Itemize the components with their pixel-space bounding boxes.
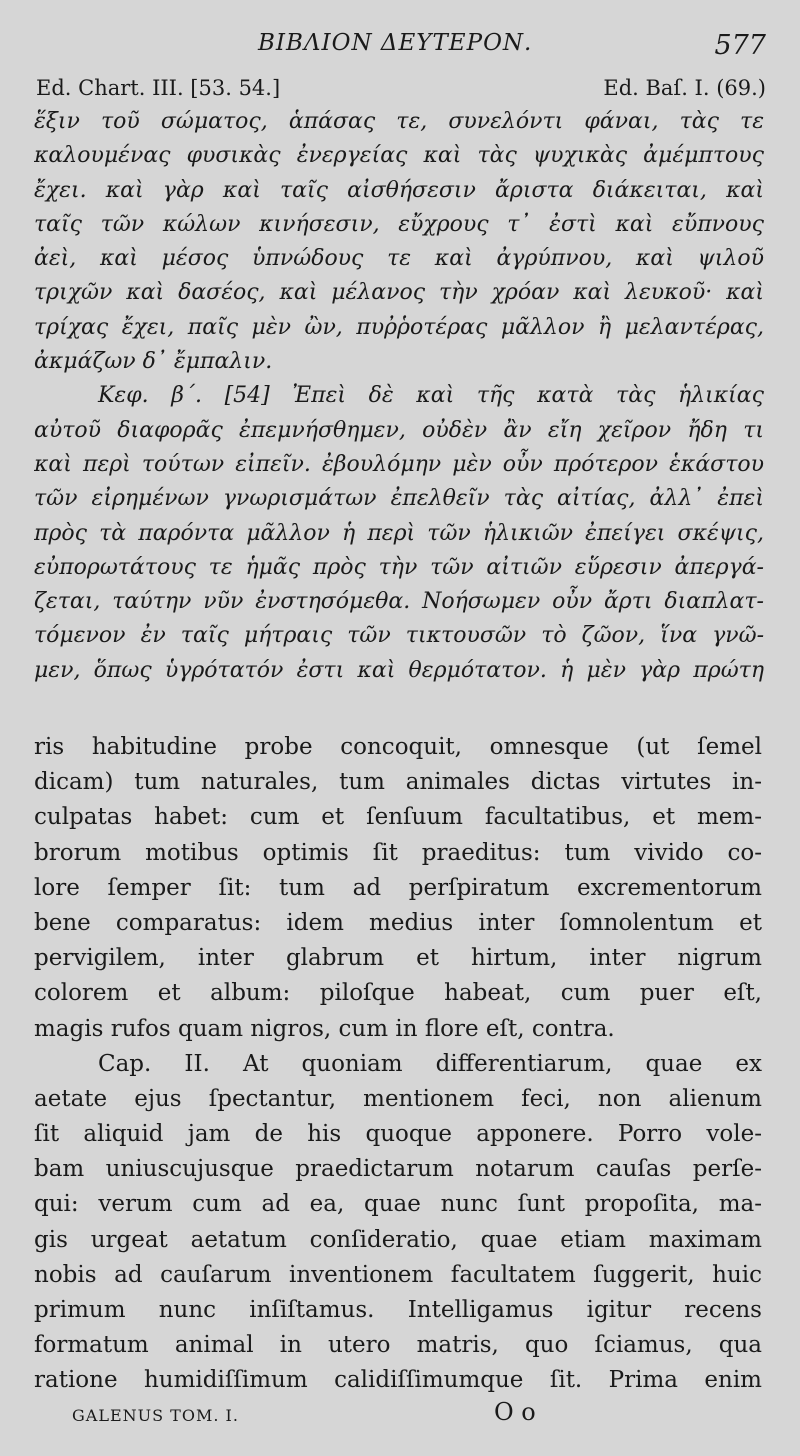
latin-line: magis rufos quam nigros, cum in flore eſt, contra. xyxy=(34,1015,615,1042)
greek-line: ἔχει. καὶ γὰρ καὶ ταῖς αἰσθήσεσιν ἄριστα διάκειται, καὶ xyxy=(34,177,764,203)
latin-line: gis urgeat aetatum conſideratio, quae etiam maximam xyxy=(34,1226,762,1253)
latin-line: nobis ad cauſarum inventionem facultatem ſuggerit, huic xyxy=(34,1261,762,1288)
greek-line: μεν, ὅπως ὑγρότατόν ἐστι καὶ θερμότατον. ἡ μὲν γὰρ πρώτη xyxy=(34,657,764,683)
greek-line: αὐτοῦ διαφορᾶς ἐπεμνήσθημεν, οὐδὲν ἂν εἴη χεῖρον ἤδη τι xyxy=(34,417,764,443)
latin-line: bene comparatus: idem medius inter ſomnolentum et xyxy=(34,909,762,936)
greek-line: τρίχας ἔχει, παῖς μὲν ὢν, πυῤῥοτέρας μᾶλλον ἢ μελαντέρας, xyxy=(34,314,764,340)
latin-line: bam uniuscujusque praedictarum notarum cauſas perſe- xyxy=(34,1156,762,1183)
greek-line: πρὸς τὰ παρόντα μᾶλλον ἡ περὶ τῶν ἡλικιῶν ἐπείγει σκέψις, xyxy=(34,520,764,546)
greek-line: τόμενον ἐν ταῖς μήτραις τῶν τικτουσῶν τὸ ζῶον, ἵνα γνῶ- xyxy=(34,623,764,649)
signature-mark: O o xyxy=(494,1398,536,1426)
latin-line: ratione humidiſſimum calidiſſimumque ſit. Prima enim xyxy=(34,1367,762,1394)
greek-chapter-line: Κεφ. β΄. [54] Ἐπεὶ δὲ καὶ τῆς κατὰ τὰς ἡλικίας xyxy=(98,383,764,409)
edition-line xyxy=(36,76,766,104)
latin-text-block xyxy=(34,730,762,1399)
latin-line: primum nunc inſiſtamus. Intelligamus igitur recens xyxy=(34,1297,762,1323)
greek-line: ζεται, ταύτην νῦν ἐνστησόμεθα. Νοήσωμεν οὖν ἄρτι διαπλατ- xyxy=(34,589,764,615)
latin-line: brorum motibus optimis ſit praeditus: tum vivido co- xyxy=(34,839,762,866)
latin-line: ris habitudine probe concoquit, omnesque (ut ſemel xyxy=(34,734,762,760)
greek-line: τῶν εἰρημένων γνωρισμάτων ἐπελθεῖν τὰς αἰτίας, ἀλλ᾽ ἐπεὶ xyxy=(34,486,764,512)
signature-line: GALENUS TOM. I. xyxy=(72,1406,239,1425)
greek-line: καὶ περὶ τούτων εἰπεῖν. ἐβουλόμην μὲν οὖν πρότερον ἑκάστου xyxy=(34,451,764,477)
greek-line: καλουμένας φυσικὰς ἐνεργείας καὶ τὰς ψυχικὰς ἀμέμπτους xyxy=(34,143,764,169)
greek-line: ἀκμάζων δ᾽ ἔμπαλιν. xyxy=(34,349,273,375)
latin-line: ſit aliquid jam de his quoque apponere. Porro vole- xyxy=(34,1121,762,1148)
greek-line: εὐπορωτάτους τε ἡμᾶς πρὸς τὴν τῶν αἰτιῶν εὕρεσιν ἀπεργά- xyxy=(34,554,764,580)
greek-line: ἕξιν τοῦ σώματος, ἁπάσας τε, συνελόντι φάναι, τὰς τε xyxy=(34,109,764,134)
page-footer xyxy=(0,1398,800,1438)
running-head xyxy=(0,30,800,60)
greek-line: ταῖς τῶν κώλων κινήσεσιν, εὔχρους τ᾽ ἐστὶ καὶ εὔπνους xyxy=(34,211,764,237)
latin-line: aetate ejus ſpectantur, mentionem feci, non alienum xyxy=(34,1085,762,1112)
latin-line: colorem et album: piloſque habeat, cum puer eſt, xyxy=(34,980,762,1007)
latin-chapter-line: Cap. II. At quoniam differentiarum, quae ex xyxy=(98,1050,762,1077)
edition-chart-reference: Ed. Chart. III. [53. 54.] xyxy=(36,76,281,100)
greek-text-block xyxy=(34,105,764,688)
latin-line: qui: verum cum ad ea, quae nunc ſunt propoſita, ma- xyxy=(34,1191,762,1218)
edition-basel-reference: Ed. Baſ. I. (69.) xyxy=(603,76,766,100)
page-number: 577 xyxy=(714,30,766,61)
latin-line: formatum animal in utero matris, quo ſciamus, qua xyxy=(34,1332,762,1359)
latin-line: culpatas habet: cum et ſenſuum facultatibus, et mem- xyxy=(34,804,762,831)
running-title: ΒΙΒΛΙΟΝ ΔΕΥΤΕΡΟΝ. xyxy=(258,30,533,56)
greek-line: τριχῶν καὶ δασέος, καὶ μέλανος τὴν χρόαν καὶ λευκοῦ· καὶ xyxy=(34,280,764,306)
latin-line: pervigilem, inter glabrum et hirtum, inter nigrum xyxy=(34,945,762,972)
latin-line: lore ſemper ſit: tum ad perſpiratum excrementorum xyxy=(34,874,762,901)
greek-line: ἀεὶ, καὶ μέσος ὑπνώδους τε καὶ ἀγρύπνου, καὶ ψιλοῦ xyxy=(34,246,764,272)
latin-line: dicam) tum naturales, tum animales dictas virtutes in- xyxy=(34,769,762,796)
